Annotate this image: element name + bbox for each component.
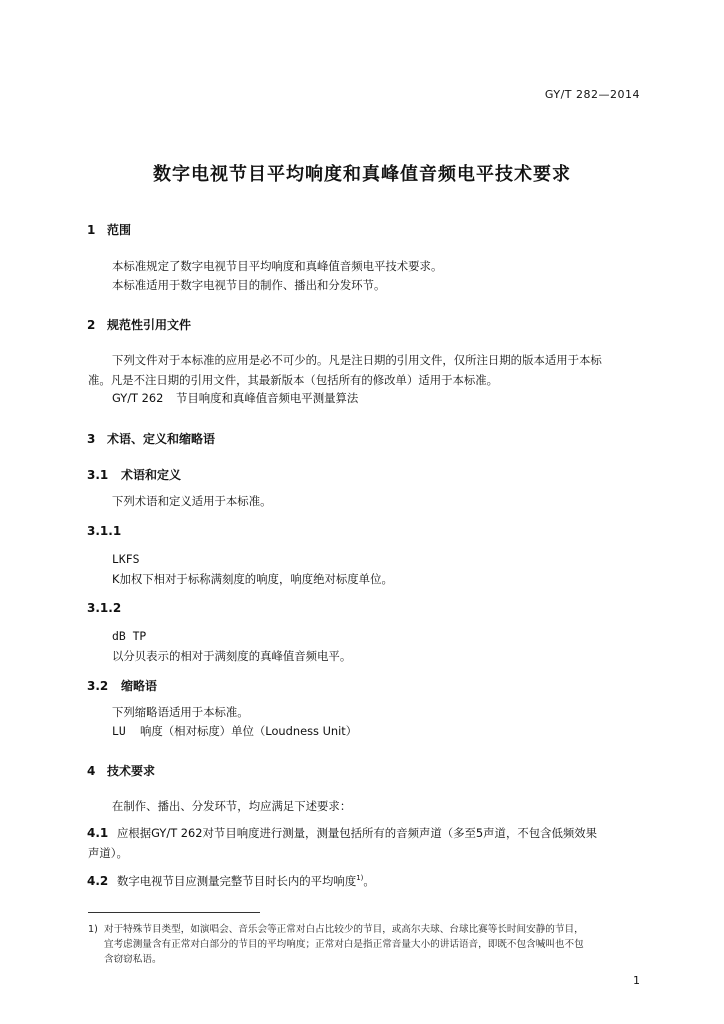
- section-title: 规范性引用文件: [107, 318, 192, 332]
- footnote-reference[interactable]: 1): [356, 874, 364, 883]
- abbreviation: LU: [112, 724, 126, 738]
- clause-text-continued: 声道）。: [88, 846, 128, 860]
- standard-number: GY/T 282—2014: [544, 88, 640, 101]
- reference-code: GY/T 262: [112, 391, 164, 405]
- clause-4-1: [87, 825, 597, 841]
- section-title: 范围: [107, 223, 132, 237]
- footnote-marker: 1): [88, 924, 98, 935]
- term: dB TP: [112, 629, 147, 643]
- clause-number: 4.1: [87, 826, 109, 840]
- footnote-line: 对于特殊节目类型，如演唱会、音乐会等正常对白占比较少的节目，或高尔夫球、台球比赛等长时间安静的节目，: [104, 924, 584, 935]
- clause-4-2: [87, 873, 375, 889]
- page-number: 1: [633, 974, 640, 987]
- section-3-1-2-heading: 3.1.2: [87, 601, 122, 615]
- section-4-heading: [87, 762, 155, 779]
- section-3-2-heading: [87, 677, 157, 694]
- term-definition: 以分贝表示的相对于满刻度的真峰值音频电平。: [112, 649, 352, 663]
- footnote: [88, 921, 584, 935]
- section-1-heading: [87, 221, 131, 238]
- reference-title: 节目响度和真峰值音频电平测量算法: [176, 391, 359, 405]
- paragraph: 下列术语和定义适用于本标准。: [112, 494, 272, 508]
- section-3-1-1-heading: 3.1.1: [87, 524, 122, 538]
- footnote-line: 宜考虑测量含有正常对白部分的节目的平均响度；正常对白是指正常音量大小的讲话语音，即既不包含喊叫也不包: [104, 939, 584, 950]
- section-title: 术语、定义和缩略语: [107, 432, 216, 446]
- abbreviation-entry: [112, 723, 357, 739]
- section-number: 3: [87, 432, 96, 446]
- section-title: 术语和定义: [121, 468, 182, 482]
- term-definition: K加权下相对于标称满刻度的响度，响度绝对标度单位。: [112, 572, 393, 586]
- paragraph: 本标准规定了数字电视节目平均响度和真峰值音频电平技术要求。: [112, 259, 443, 273]
- clause-text: 应根据GY/T 262对节目响度进行测量，测量包括所有的音频声道（多至5声道，不包含低频效果: [117, 826, 598, 840]
- section-number: 1: [87, 223, 96, 237]
- paragraph: 本标准适用于数字电视节目的制作、播出和分发环节。: [112, 278, 386, 292]
- clause-number: 4.2: [87, 874, 109, 888]
- section-number: 3.2: [87, 679, 109, 693]
- section-title: 缩略语: [121, 679, 158, 693]
- clause-text: 数字电视节目应测量完整节目时长内的平均响度: [117, 874, 357, 888]
- paragraph: 准。凡是不注日期的引用文件，其最新版本（包括所有的修改单）适用于本标准。: [88, 373, 499, 387]
- section-number: 3.1: [87, 468, 109, 482]
- normative-reference: [112, 390, 358, 406]
- document-title: 数字电视节目平均响度和真峰值音频电平技术要求: [153, 164, 571, 185]
- paragraph: 下列文件对于本标准的应用是必不可少的。凡是注日期的引用文件，仅所注日期的版本适用于本标: [112, 353, 602, 367]
- paragraph: 在制作、播出、分发环节，均应满足下述要求：: [112, 799, 352, 813]
- section-title: 技术要求: [107, 764, 156, 778]
- paragraph: 下列缩略语适用于本标准。: [112, 705, 249, 719]
- clause-text-end: 。: [363, 874, 375, 888]
- section-3-heading: [87, 430, 215, 447]
- footnote-separator: [88, 912, 260, 913]
- section-3-1-heading: [87, 466, 181, 483]
- section-number: 4: [87, 764, 96, 778]
- section-2-heading: [87, 316, 191, 333]
- term: LKFS: [112, 552, 140, 566]
- section-number: 2: [87, 318, 96, 332]
- abbreviation-definition: 响度（相对标度）单位（Loudness Unit）: [140, 724, 358, 738]
- footnote-line: 含窃窃私语。: [104, 954, 162, 965]
